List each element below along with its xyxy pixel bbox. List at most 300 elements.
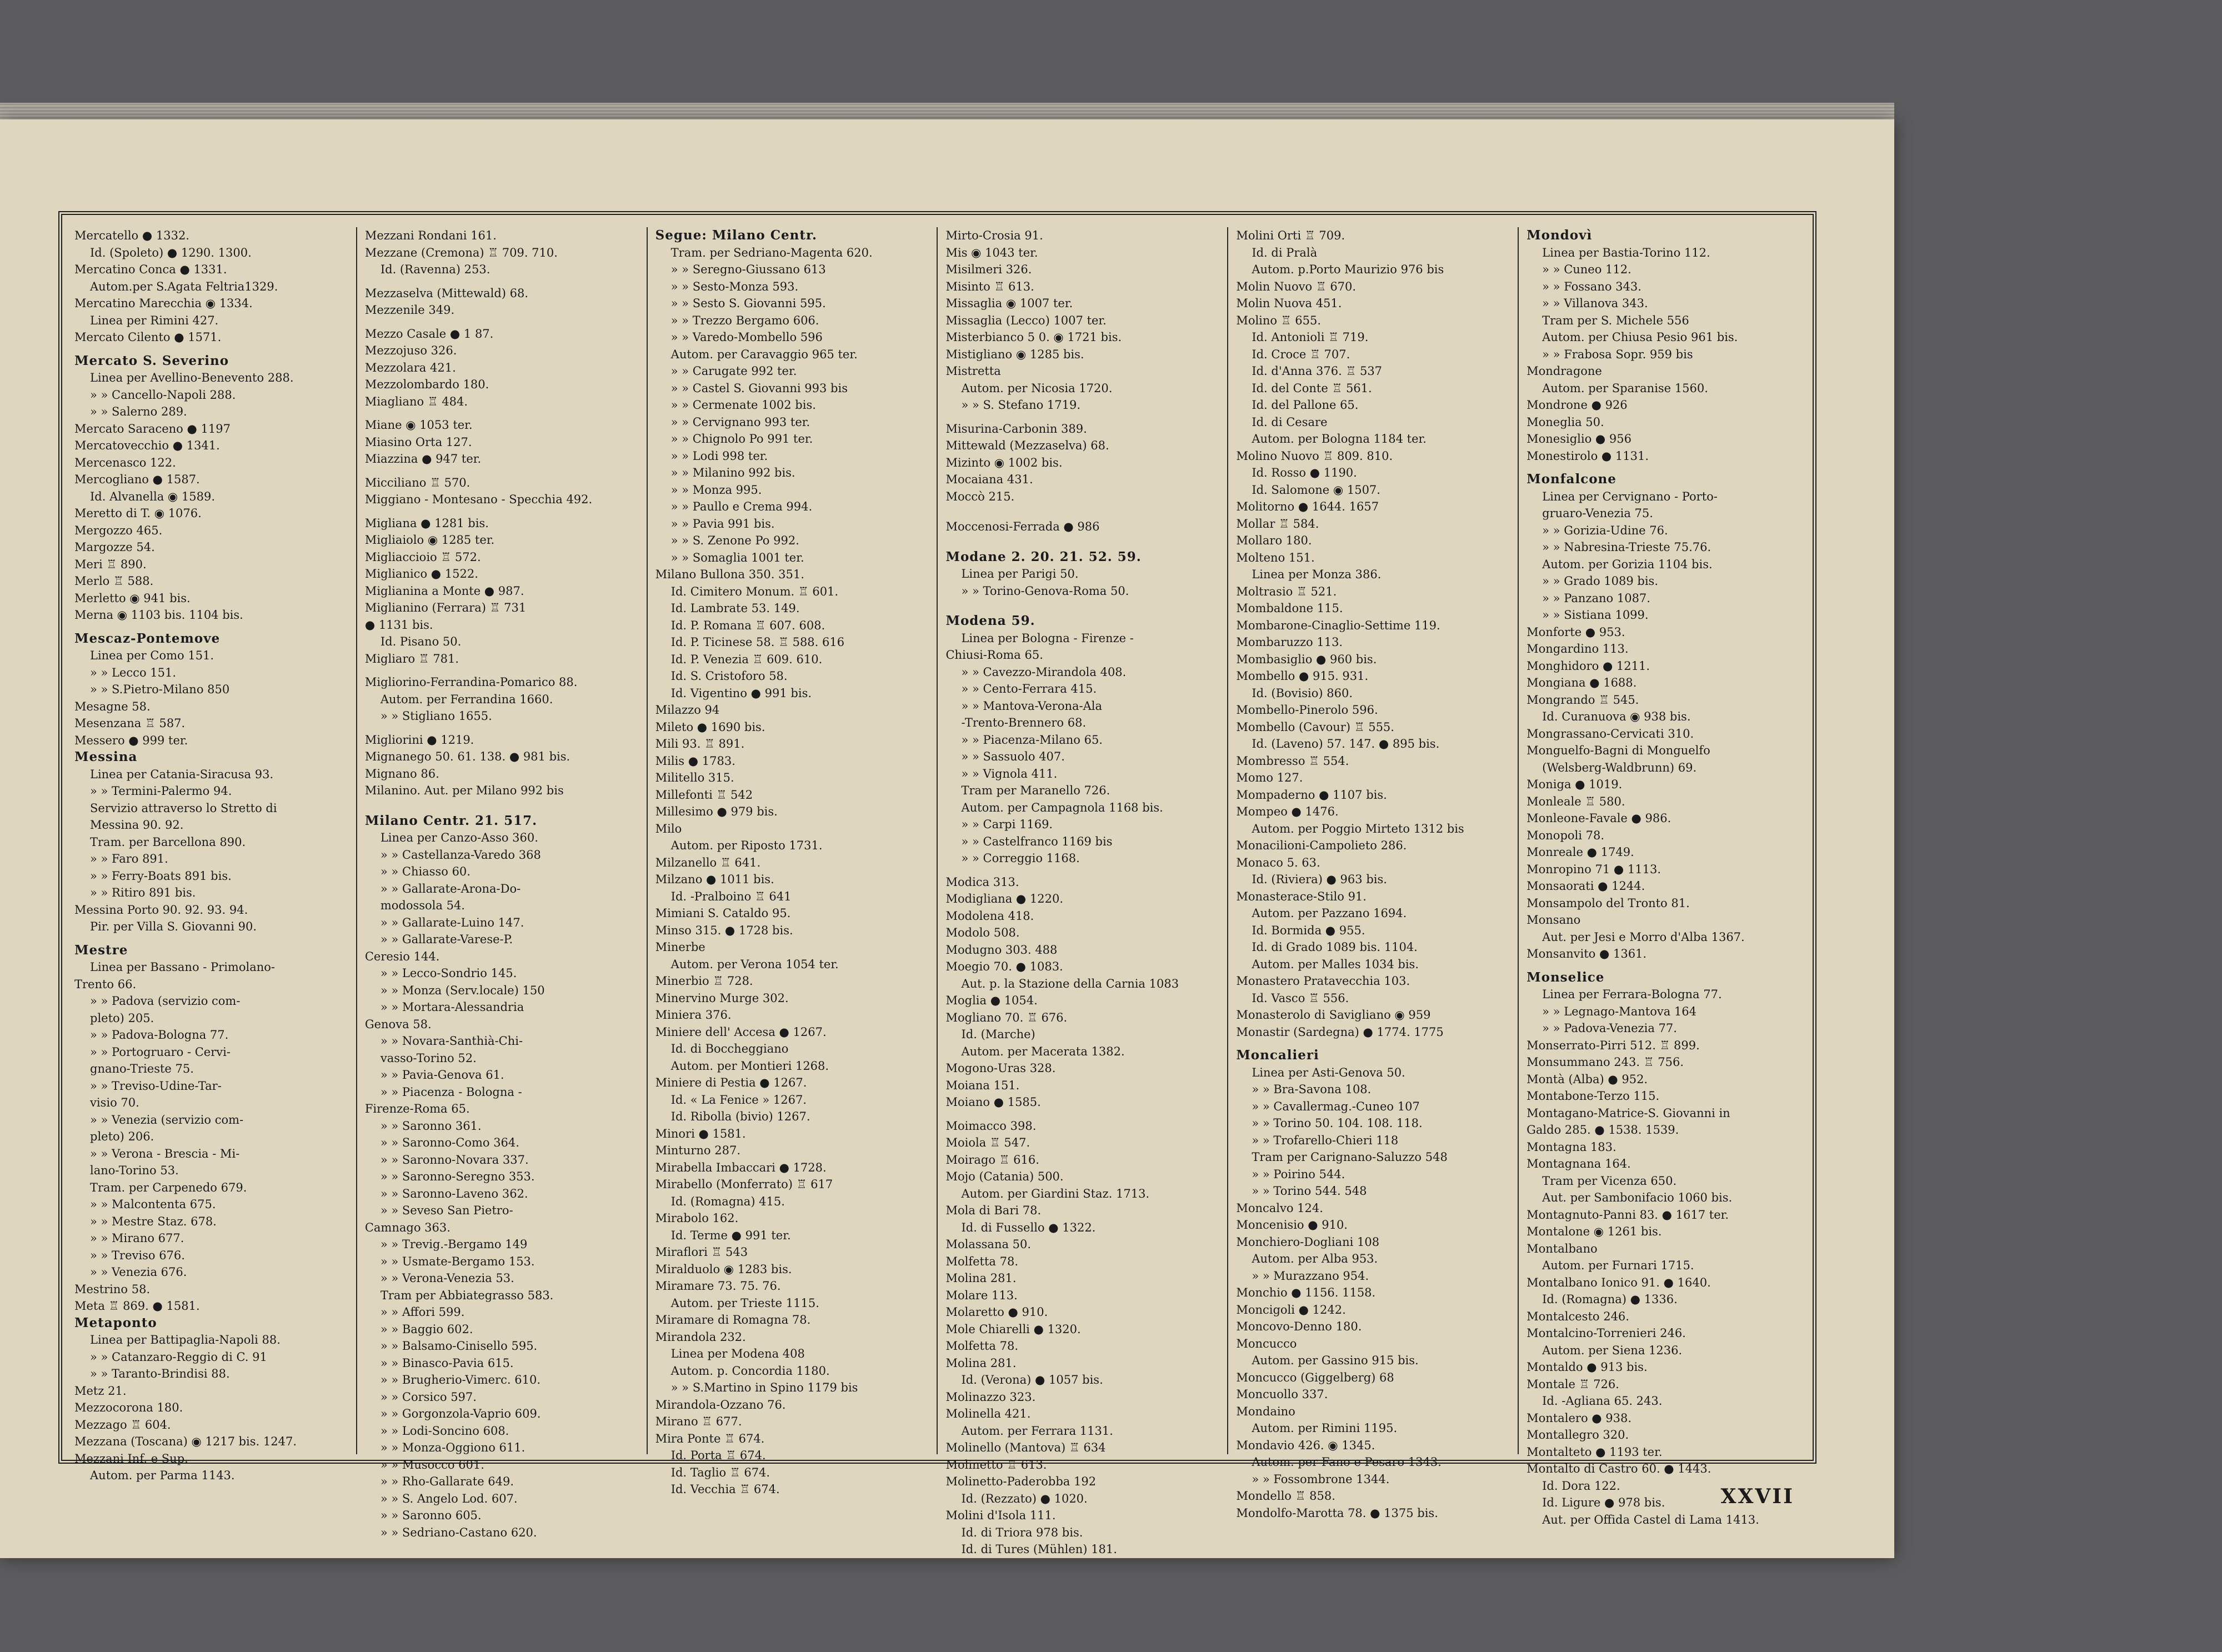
index-entry: Mescaz-Pontemove bbox=[74, 630, 221, 646]
index-entry: Tram. per Sedriano-Magenta 620. bbox=[670, 246, 873, 259]
index-entry: lano-Torino 53. bbox=[90, 1164, 179, 1177]
index-entry: Montalteto ● 1193 ter. bbox=[1527, 1445, 1663, 1459]
index-entry: Minso 315. ● 1728 bis. bbox=[655, 923, 793, 937]
index-entry: Autom. per Rimini 1195. bbox=[1252, 1421, 1398, 1435]
index-entry: Misurina-Carbonin 389. bbox=[945, 422, 1087, 435]
index-entry: Monleale ♖ 580. bbox=[1527, 794, 1625, 808]
index-entry: » » S.Martino in Spino 1179 bis bbox=[670, 1381, 858, 1394]
index-entry: » » Sassuolo 407. bbox=[961, 750, 1065, 763]
index-entry: Molinello (Mantova) ♖ 634 bbox=[945, 1441, 1106, 1454]
index-entry: » » Torino 544. 548 bbox=[1252, 1184, 1367, 1198]
index-entry: » » Usmate-Bergamo 153. bbox=[380, 1254, 535, 1268]
index-entry: Milzanello ♖ 641. bbox=[655, 855, 761, 869]
index-entry: Moncuollo 337. bbox=[1236, 1388, 1328, 1401]
index-entry: » » Panzano 1087. bbox=[1542, 591, 1650, 605]
index-entry: » » Padova-Bologna 77. bbox=[90, 1028, 229, 1042]
index-entry: » » Cervignano 993 ter. bbox=[670, 415, 810, 429]
index-entry: Montalbano bbox=[1527, 1241, 1598, 1255]
index-entry: Montagnuto-Panni 83. ● 1617 ter. bbox=[1527, 1208, 1729, 1222]
index-entry: Mondaino bbox=[1236, 1404, 1295, 1418]
index-entry: Moniga ● 1019. bbox=[1527, 778, 1623, 791]
index-entry: Autom. per Chiusa Pesio 961 bis. bbox=[1542, 331, 1738, 344]
index-column-2 bbox=[356, 227, 647, 1539]
index-entry: Id. (Marche) bbox=[961, 1028, 1035, 1041]
index-entry: Monropino 71 ● 1113. bbox=[1527, 862, 1662, 876]
index-entry: visio 70. bbox=[90, 1096, 139, 1109]
index-entry: » » Sesto-Monza 593. bbox=[670, 279, 799, 293]
index-entry: Monsummano 243. ♖ 756. bbox=[1527, 1055, 1684, 1069]
index-entry: Camnago 363. bbox=[364, 1220, 451, 1234]
index-entry: Monastir (Sardegna) ● 1774. 1775 bbox=[1236, 1025, 1444, 1039]
index-entry: Autom. per Gorizia 1104 bis. bbox=[1542, 557, 1713, 571]
index-entry: Migliaccioio ♖ 572. bbox=[364, 550, 481, 564]
index-entry: Autom. per Parma 1143. bbox=[90, 1469, 235, 1482]
index-entry: » » Chiasso 60. bbox=[380, 865, 471, 878]
index-entry: Linea per Bassano - Primolano- bbox=[90, 960, 275, 974]
index-entry: Miraflori ♖ 543 bbox=[655, 1245, 748, 1259]
index-entry: Miramare 73. 75. 76. bbox=[655, 1279, 781, 1293]
index-entry: Monsampolo del Tronto 81. bbox=[1527, 896, 1690, 910]
index-entry: Autom. per Poggio Mirteto 1312 bis bbox=[1252, 822, 1464, 835]
index-entry: Firenze-Roma 65. bbox=[364, 1102, 470, 1115]
index-entry bbox=[945, 542, 1219, 549]
index-entry: Mollar ♖ 584. bbox=[1236, 517, 1319, 530]
index-entry: » » Piacenza-Milano 65. bbox=[961, 733, 1103, 747]
index-entry: » » Musocco 601. bbox=[380, 1458, 484, 1471]
index-entry: » » Saronno 361. bbox=[380, 1119, 482, 1133]
index-entry: » » Fossano 343. bbox=[1542, 279, 1642, 293]
index-entry: » » Trofarello-Chieri 118 bbox=[1252, 1133, 1399, 1147]
index-entry: Modena 59. bbox=[945, 613, 1035, 628]
index-entry: » » Villanova 343. bbox=[1542, 297, 1648, 310]
index-entry: » » Treviso-Udine-Tar- bbox=[90, 1079, 222, 1093]
index-entry bbox=[945, 867, 1219, 874]
index-entry: Linea per Bastia-Torino 112. bbox=[1542, 246, 1710, 259]
index-entry: Molino Nuovo ♖ 809. 810. bbox=[1236, 449, 1393, 463]
index-entry: Segue: Milano Centr. bbox=[655, 228, 818, 243]
index-entry: Tram. per Barcellona 890. bbox=[90, 835, 246, 849]
index-entry: Millesimo ● 979 bis. bbox=[655, 805, 778, 818]
index-entry: Aut. per Jesi e Morro d'Alba 1367. bbox=[1542, 930, 1745, 944]
index-entry: Monesiglio ● 956 bbox=[1527, 432, 1632, 445]
index-entry: Autom. per Riposto 1731. bbox=[670, 839, 823, 852]
index-entry: Id. S. Cristoforo 58. bbox=[670, 669, 788, 683]
index-entry: Migliana ● 1281 bis. bbox=[364, 516, 489, 530]
index-entry: Ceresio 144. bbox=[364, 949, 440, 963]
index-entry: » » Padova (servizio com- bbox=[90, 994, 241, 1008]
index-entry bbox=[365, 806, 639, 813]
index-entry: Linea per Asti-Genova 50. bbox=[1252, 1065, 1405, 1079]
index-entry: Aut. p. la Stazione della Carnia 1083 bbox=[961, 977, 1179, 990]
index-entry: Monghidoro ● 1211. bbox=[1527, 659, 1650, 673]
index-entry bbox=[74, 346, 348, 353]
index-entry: Tram per S. Michele 556 bbox=[1542, 313, 1689, 327]
index-entry: » » Saronno 605. bbox=[380, 1509, 482, 1522]
index-entry: Montalcesto 246. bbox=[1527, 1309, 1629, 1323]
index-entry: » » Venezia (servizio com- bbox=[90, 1113, 244, 1127]
index-entry: » » Ritiro 891 bis. bbox=[90, 886, 196, 899]
index-entry: » » Cavallermag.-Cuneo 107 bbox=[1252, 1099, 1420, 1113]
index-entry: Mezzane (Cremona) ♖ 709. 710. bbox=[364, 246, 558, 259]
index-entry: Millefonti ♖ 542 bbox=[655, 788, 753, 802]
index-entry: Linea per Battipaglia-Napoli 88. bbox=[90, 1333, 281, 1346]
index-entry: Mirabello (Monferrato) ♖ 617 bbox=[655, 1178, 833, 1191]
page-number: XXVII bbox=[1720, 1485, 1794, 1508]
index-entry: Modolena 418. bbox=[945, 909, 1034, 923]
index-entry: Mirandola-Ozzano 76. bbox=[655, 1398, 786, 1411]
index-entry: Id. (Spoleto) ● 1290. 1300. bbox=[90, 246, 252, 259]
index-entry: » » Piacenza - Bologna - bbox=[380, 1085, 522, 1099]
index-entry: Montà (Alba) ● 952. bbox=[1527, 1072, 1648, 1086]
index-entry: Miramare di Romagna 78. bbox=[655, 1313, 811, 1326]
index-entry: Moglia ● 1054. bbox=[945, 994, 1038, 1007]
index-entry: » » Stigliano 1655. bbox=[380, 709, 492, 723]
index-entry: Mercatino Marecchia ◉ 1334. bbox=[74, 297, 253, 310]
index-entry: Mezzolara 421. bbox=[364, 361, 456, 374]
index-entry: Micciliano ♖ 570. bbox=[364, 475, 471, 489]
index-entry: Moccenosi-Ferrada ● 986 bbox=[945, 520, 1100, 533]
index-entry: Molini d'Isola 111. bbox=[945, 1509, 1056, 1522]
index-entry: » » Salerno 289. bbox=[90, 405, 187, 418]
index-entry: » » Mirano 677. bbox=[90, 1232, 184, 1245]
index-entry: gruaro-Venezia 75. bbox=[1542, 507, 1653, 520]
index-entry: Autom. per Alba 953. bbox=[1252, 1252, 1378, 1265]
index-entry: Montalero ● 938. bbox=[1527, 1411, 1632, 1425]
index-entry: Id. di Fussello ● 1322. bbox=[961, 1220, 1096, 1234]
index-entry: Id. Vigentino ● 991 bis. bbox=[670, 686, 812, 700]
index-entry: » » Cermenate 1002 bis. bbox=[670, 398, 816, 412]
index-entry: Autom. per Gassino 915 bis. bbox=[1252, 1354, 1419, 1367]
index-entry: Id. Bormida ● 955. bbox=[1252, 923, 1365, 937]
index-entry: Autom. per Verona 1054 ter. bbox=[670, 957, 839, 971]
index-entry: Id. -Pralboino ♖ 641 bbox=[670, 889, 792, 903]
index-entry: » » Treviso 676. bbox=[90, 1248, 185, 1262]
index-entry: » » Portogruaro - Cervi- bbox=[90, 1045, 231, 1059]
index-entry: Milzano ● 1011 bis. bbox=[655, 873, 774, 886]
index-entry: » » Milanino 992 bis. bbox=[670, 466, 795, 479]
index-entry: Mezzani Inf. e Sup. bbox=[74, 1451, 188, 1465]
index-entry: Mombaruzzo 113. bbox=[1236, 635, 1343, 649]
index-entry: Mondrone ● 926 bbox=[1527, 398, 1628, 412]
index-entry: Id. del Pallone 65. bbox=[1252, 398, 1359, 412]
index-entry: Mercogliano ● 1587. bbox=[74, 473, 200, 486]
index-entry: » » Pavia 991 bis. bbox=[670, 517, 775, 530]
index-entry: Linea per Rimini 427. bbox=[90, 313, 219, 327]
index-entry: » » Affori 599. bbox=[380, 1305, 465, 1319]
index-entry: Id. di Cesare bbox=[1252, 415, 1328, 429]
index-entry: Mercato Saraceno ● 1197 bbox=[74, 422, 231, 435]
index-entry: » » Torino-Genova-Roma 50. bbox=[961, 584, 1129, 598]
index-entry: Id. Ligure ● 978 bis. bbox=[1542, 1496, 1665, 1509]
index-entry: Mercatovecchio ● 1341. bbox=[74, 439, 220, 452]
index-entry bbox=[365, 278, 639, 285]
index-entry: Metz 21. bbox=[74, 1384, 127, 1398]
index-entry: Id. P. Romana ♖ 607. 608. bbox=[670, 618, 825, 632]
index-entry: Momo 127. bbox=[1236, 771, 1303, 784]
index-entry: Monasterolo di Savigliano ◉ 959 bbox=[1236, 1008, 1431, 1022]
index-entry: Monforte ● 953. bbox=[1527, 625, 1625, 639]
index-entry: Linea per Cervignano - Porto- bbox=[1542, 489, 1718, 503]
index-entry: Id. (Romagna) 415. bbox=[670, 1194, 785, 1208]
index-entry: Id. (Bovisio) 860. bbox=[1252, 686, 1353, 700]
index-entry: Migliorini ● 1219. bbox=[364, 733, 474, 747]
index-entry: » » Pavia-Genova 61. bbox=[380, 1068, 504, 1082]
index-entry: Servizio attraverso lo Stretto di bbox=[90, 801, 277, 815]
index-entry: Pir. per Villa S. Giovanni 90. bbox=[90, 920, 257, 933]
index-entry: Monchiero-Dogliani 108 bbox=[1236, 1235, 1380, 1249]
index-entry: Moncigoli ● 1242. bbox=[1236, 1303, 1346, 1316]
index-entry: Molinazzo 323. bbox=[945, 1390, 1036, 1404]
index-entry: Mizinto ◉ 1002 bis. bbox=[945, 455, 1063, 469]
index-entry: » » Gorizia-Udine 76. bbox=[1542, 523, 1668, 537]
index-entry: Tram per Abbiategrasso 583. bbox=[380, 1288, 554, 1302]
index-entry: » » Poirino 544. bbox=[1252, 1167, 1345, 1181]
index-entry: Molare 113. bbox=[945, 1288, 1018, 1302]
index-entry: modossola 54. bbox=[380, 899, 465, 912]
index-entry: Mira Ponte ♖ 674. bbox=[655, 1431, 765, 1445]
index-entry bbox=[74, 624, 348, 630]
index-entry: Moncalvo 124. bbox=[1236, 1201, 1323, 1215]
index-entry: » » Sesto S. Giovanni 595. bbox=[670, 297, 826, 310]
index-entry: Id. Cimitero Monum. ♖ 601. bbox=[670, 584, 839, 598]
index-entry: Miazzina ● 947 ter. bbox=[364, 452, 482, 465]
index-entry: Id. Pisano 50. bbox=[380, 635, 462, 648]
index-entry: Mombarone-Cinaglio-Settime 119. bbox=[1236, 618, 1440, 632]
index-entry: Autom. per Trieste 1115. bbox=[670, 1296, 819, 1310]
index-entry: » » Legnago-Mantova 164 bbox=[1542, 1004, 1697, 1018]
index-entry: » » Corsico 597. bbox=[380, 1390, 477, 1404]
index-entry: Margozze 54. bbox=[74, 540, 155, 554]
index-entry: Mercatino Conca ● 1331. bbox=[74, 263, 227, 276]
index-entry: Id. Vecchia ♖ 674. bbox=[670, 1483, 780, 1496]
index-entry: Milano Bullona 350. 351. bbox=[655, 568, 804, 581]
index-entry: » » Rho-Gallarate 649. bbox=[380, 1475, 514, 1488]
index-entry: Misilmeri 326. bbox=[945, 263, 1032, 276]
index-entry: » » Catanzaro-Reggio di C. 91 bbox=[90, 1350, 267, 1364]
index-entry: Mondragone bbox=[1527, 364, 1602, 378]
index-entry: Moneglia 50. bbox=[1527, 415, 1604, 429]
index-entry: » » Grado 1089 bis. bbox=[1542, 574, 1659, 588]
index-entry: » » Binasco-Pavia 615. bbox=[380, 1356, 514, 1370]
index-entry: » » Novara-Santhià-Chi- bbox=[380, 1034, 523, 1048]
index-entry: Autom. per Siena 1236. bbox=[1542, 1343, 1683, 1357]
index-entry: Mileto ● 1690 bis. bbox=[655, 720, 765, 734]
index-entry: » » Mantova-Verona-Ala bbox=[961, 699, 1103, 713]
index-entry: Monsaorati ● 1244. bbox=[1527, 879, 1645, 893]
index-entry: Autom. per Pazzano 1694. bbox=[1252, 907, 1407, 920]
index-entry: Id. P. Ticinese 58. ♖ 588. 616 bbox=[670, 635, 845, 649]
index-column-4 bbox=[937, 227, 1227, 1556]
index-entry: Minerbio ♖ 728. bbox=[655, 974, 753, 988]
index-entry: Molina 281. bbox=[945, 1271, 1017, 1285]
index-entry: Montalto di Castro 60. ● 1443. bbox=[1527, 1462, 1711, 1475]
index-entry: Trento 66. bbox=[74, 977, 137, 991]
index-entry bbox=[945, 599, 1219, 606]
index-entry: Autom. per Giardini Staz. 1713. bbox=[961, 1187, 1150, 1200]
index-entry: Mompeo ● 1476. bbox=[1236, 805, 1339, 818]
index-entry: Moncucco bbox=[1236, 1336, 1297, 1350]
index-entry: Messina 90. 92. bbox=[90, 818, 184, 832]
index-entry: » » Carugate 992 ter. bbox=[670, 364, 797, 378]
index-entry: Mis ◉ 1043 ter. bbox=[945, 246, 1038, 259]
index-entry: Montaldo ● 913 bis. bbox=[1527, 1360, 1648, 1374]
index-entry: Id. Taglio ♖ 674. bbox=[670, 1465, 770, 1479]
index-entry: Mojo (Catania) 500. bbox=[945, 1170, 1064, 1183]
index-entry: » » Sistiana 1099. bbox=[1542, 608, 1649, 622]
index-entry: Monopoli 78. bbox=[1527, 828, 1605, 842]
index-entry: » » Somaglia 1001 ter. bbox=[670, 550, 804, 564]
index-entry: » » Paullo e Crema 994. bbox=[670, 500, 813, 513]
index-entry: Id. « La Fenice » 1267. bbox=[670, 1093, 807, 1107]
index-entry: Messina Porto 90. 92. 93. 94. bbox=[74, 903, 248, 917]
index-entry: Miane ◉ 1053 ter. bbox=[364, 418, 473, 432]
index-entry bbox=[945, 535, 1219, 542]
index-entry: Galdo 285. ● 1538. 1539. bbox=[1527, 1123, 1679, 1137]
index-entry: Mercatello ● 1332. bbox=[74, 229, 189, 242]
index-entry: Tram per Carignano-Saluzzo 548 bbox=[1252, 1150, 1448, 1164]
index-entry: Monselice bbox=[1527, 969, 1605, 985]
index-entry: Id. di Tures (Mühlen) 181. bbox=[961, 1543, 1117, 1556]
index-entry: Miglianico ● 1522. bbox=[364, 567, 478, 580]
index-entry: Mocaiana 431. bbox=[945, 473, 1033, 486]
index-entry: Tram per Vicenza 650. bbox=[1542, 1174, 1677, 1188]
index-entry: Montallegro 320. bbox=[1527, 1428, 1629, 1441]
index-entry: » » Baggio 602. bbox=[380, 1322, 473, 1336]
index-entry: Id. Porta ♖ 674. bbox=[670, 1449, 766, 1462]
index-entry: Autom. p.Porto Maurizio 976 bis bbox=[1252, 263, 1444, 276]
index-entry: » » Verona-Venezia 53. bbox=[380, 1271, 514, 1285]
index-entry: Id. d'Anna 376. ♖ 537 bbox=[1252, 364, 1383, 378]
index-entry: » » Ferry-Boats 891 bis. bbox=[90, 869, 232, 883]
index-entry: Id. (Ravenna) 253. bbox=[380, 263, 491, 276]
index-entry: Montagnana 164. bbox=[1527, 1157, 1631, 1170]
index-entry: Meretto di T. ◉ 1076. bbox=[74, 507, 202, 520]
index-entry: » » Cento-Ferrara 415. bbox=[961, 682, 1097, 695]
index-entry: Id. Curanuova ◉ 938 bis. bbox=[1542, 710, 1691, 723]
index-entry: Linea per Catania-Siracusa 93. bbox=[90, 767, 274, 781]
index-entry: » » Bra-Savona 108. bbox=[1252, 1083, 1372, 1096]
index-entry: » » Monza 995. bbox=[670, 483, 762, 497]
index-entry bbox=[945, 414, 1219, 420]
index-entry: Misterbianco 5 0. ◉ 1721 bis. bbox=[945, 331, 1122, 344]
index-entry: Merlo ♖ 588. bbox=[74, 574, 154, 588]
index-entry: Miniere di Pestia ● 1267. bbox=[655, 1076, 807, 1089]
index-entry: Id. Vasco ♖ 556. bbox=[1252, 991, 1349, 1005]
index-entry: Moncucco (Giggelberg) 68 bbox=[1236, 1370, 1394, 1384]
index-entry: » » Cuneo 112. bbox=[1542, 263, 1632, 276]
index-entry: » » Lecco 151. bbox=[90, 665, 177, 679]
index-entry: » » Saronno-Novara 337. bbox=[380, 1153, 529, 1167]
index-entry: Missaglia ◉ 1007 ter. bbox=[945, 297, 1073, 310]
index-entry: Mezzaselva (Mittewald) 68. bbox=[364, 286, 529, 300]
index-entry: Monastero Pratavecchia 103. bbox=[1236, 974, 1410, 988]
index-entry bbox=[365, 319, 639, 326]
index-entry bbox=[365, 410, 639, 417]
index-entry: » » Faro 891. bbox=[90, 852, 168, 865]
index-entry: Montale ♖ 726. bbox=[1527, 1377, 1619, 1391]
index-entry: » » Trevig.-Bergamo 149 bbox=[380, 1238, 528, 1251]
index-entry: Miggiano - Montesano - Specchia 492. bbox=[364, 493, 593, 506]
index-entry: Mercenasco 122. bbox=[74, 455, 176, 469]
index-entry: Montalone ◉ 1261 bis. bbox=[1527, 1225, 1662, 1238]
index-entry: Missaglia (Lecco) 1007 ter. bbox=[945, 313, 1107, 327]
index-entry: » » S. Angelo Lod. 607. bbox=[380, 1491, 518, 1505]
index-entry: Mezzojuso 326. bbox=[364, 344, 457, 357]
index-entry: Id. (Riviera) ● 963 bis. bbox=[1252, 873, 1387, 886]
index-entry: » » Malcontenta 675. bbox=[90, 1198, 216, 1211]
index-entry: ● 1131 bis. bbox=[364, 618, 433, 632]
index-entry: Milano Centr. 21. 517. bbox=[364, 813, 538, 828]
index-entry: Misinto ♖ 613. bbox=[945, 279, 1034, 293]
index-entry: Id. Ribolla (bivio) 1267. bbox=[670, 1110, 810, 1123]
index-entry: Miagliano ♖ 484. bbox=[364, 394, 468, 408]
index-entry: Id. Croce ♖ 707. bbox=[1252, 347, 1350, 361]
index-entry: Mola di Bari 78. bbox=[945, 1204, 1042, 1217]
index-entry: Id. (Verona) ● 1057 bis. bbox=[961, 1373, 1103, 1386]
index-entry: Molinella 421. bbox=[945, 1407, 1031, 1420]
index-entry: Montabone-Terzo 115. bbox=[1527, 1089, 1660, 1103]
index-entry: Mogono-Uras 328. bbox=[945, 1062, 1056, 1075]
index-column-1 bbox=[67, 227, 356, 1482]
index-entry: Monsanvito ● 1361. bbox=[1527, 947, 1647, 960]
index-entry: Montagano-Matrice-S. Giovanni in bbox=[1527, 1106, 1730, 1120]
index-entry: Aut. per Sambonifacio 1060 bis. bbox=[1542, 1191, 1733, 1204]
index-entry: Moirago ♖ 616. bbox=[945, 1153, 1039, 1167]
index-entry: pleto) 206. bbox=[90, 1130, 154, 1143]
index-entry: Moncovo-Denno 180. bbox=[1236, 1320, 1362, 1333]
index-entry: Id. (Rezzato) ● 1020. bbox=[961, 1491, 1088, 1505]
index-entry bbox=[945, 606, 1219, 613]
index-entry: Mondello ♖ 858. bbox=[1236, 1489, 1335, 1503]
index-entry: Linea per Monza 386. bbox=[1252, 568, 1382, 581]
index-entry: » » Chignolo Po 991 ter. bbox=[670, 432, 813, 445]
index-entry: Mirto-Crosia 91. bbox=[945, 229, 1043, 242]
index-entry bbox=[365, 799, 639, 806]
index-entry: Mignano 86. bbox=[364, 767, 439, 780]
index-entry: Mombaldone 115. bbox=[1236, 602, 1343, 615]
index-entry: Molino ♖ 655. bbox=[1236, 313, 1321, 327]
index-entry: » » S.Pietro-Milano 850 bbox=[90, 683, 230, 696]
index-entry: Modolo 508. bbox=[945, 926, 1020, 939]
index-entry: Chiusi-Roma 65. bbox=[945, 648, 1043, 662]
index-entry: Minturno 287. bbox=[655, 1144, 741, 1157]
index-entry: Mirabolo 162. bbox=[655, 1212, 739, 1225]
index-entry: » » S. Zenone Po 992. bbox=[670, 534, 799, 547]
index-entry: Metaponto bbox=[74, 1315, 157, 1330]
index-entry: » » Mortara-Alessandria bbox=[380, 1000, 524, 1014]
index-entry: » » Castel S. Giovanni 993 bis bbox=[670, 381, 848, 395]
index-entry: Monreale ● 1749. bbox=[1527, 845, 1634, 859]
index-entry: vasso-Torino 52. bbox=[380, 1051, 477, 1065]
index-entry: Monserrato-Pirri 512. ♖ 899. bbox=[1527, 1038, 1700, 1052]
index-entry: » » Monza-Oggiono 611. bbox=[380, 1441, 526, 1454]
index-entry bbox=[74, 935, 348, 942]
index-entry: » » Gallarate-Luino 147. bbox=[380, 915, 524, 929]
index-entry: Id. (Laveno) 57. 147. ● 895 bis. bbox=[1252, 737, 1440, 750]
index-entry: » » Castellanza-Varedo 368 bbox=[380, 848, 541, 862]
index-entry: Minervino Murge 302. bbox=[655, 991, 789, 1005]
index-entry: » » Mestre Staz. 678. bbox=[90, 1214, 217, 1228]
index-entry: Molitorno ● 1644. 1657 bbox=[1236, 500, 1379, 513]
index-entry: » » Saronno-Como 364. bbox=[380, 1136, 519, 1149]
index-entry: Id. Dora 122. bbox=[1542, 1479, 1620, 1493]
index-entry: Linea per Bologna - Firenze - bbox=[961, 631, 1134, 645]
index-entry: Autom. per Montieri 1268. bbox=[670, 1059, 829, 1073]
index-entry: Autom. per Nicosia 1720. bbox=[961, 381, 1113, 395]
index-entry: Monestirolo ● 1131. bbox=[1527, 449, 1649, 463]
index-entry bbox=[365, 667, 639, 674]
index-entry: Id. di Grado 1089 bis. 1104. bbox=[1252, 940, 1418, 954]
